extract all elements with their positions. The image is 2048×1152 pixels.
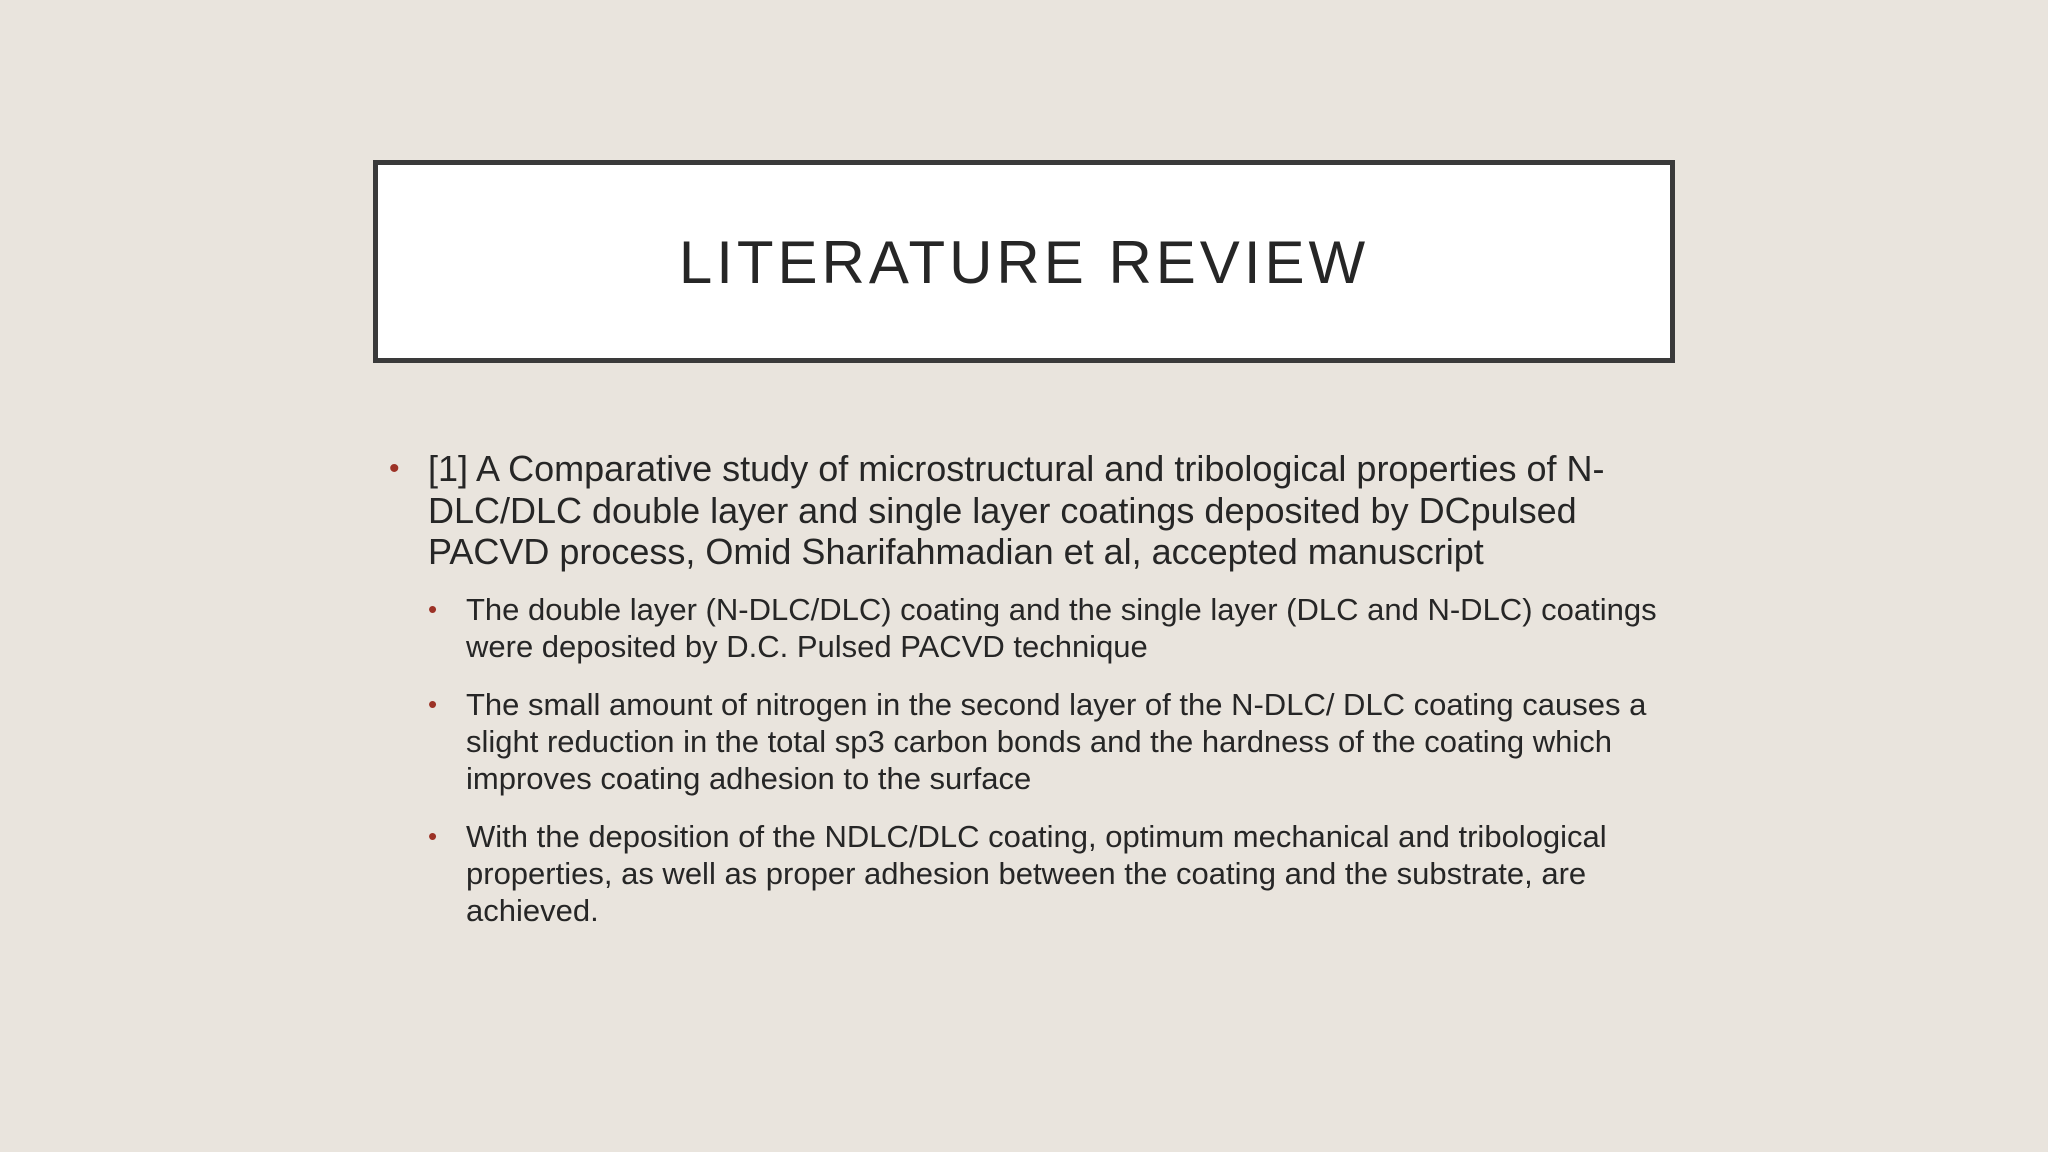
sub-bullet-text: With the deposition of the NDLC/DLC coating, optimum mechanical and tribological properties, as well as proper adhesion between the coating and the substrate, are achieved.	[466, 818, 1607, 928]
sub-bullet-list	[426, 591, 1676, 929]
sub-bullet-item	[426, 686, 1676, 797]
title-box	[373, 160, 1675, 363]
sub-bullet-text: The double layer (N-DLC/DLC) coating and the single layer (DLC and N-DLC) coatings were deposited by D.C. Pulsed PACVD technique	[466, 591, 1657, 664]
sub-bullet-item	[426, 591, 1676, 665]
content-area	[386, 448, 1676, 950]
bullet-dot-icon: •	[389, 452, 400, 485]
bullet-text: [1] A Comparative study of microstructural and tribological properties of N-DLC/DLC double layer and single layer coatings deposited by DCpulsed PACVD process, Omid Sharifahmadian et al, accepted manuscript	[428, 448, 1605, 572]
bullet-dot-icon: •	[428, 593, 438, 624]
sub-bullet-item	[426, 818, 1676, 929]
sub-bullet-text: The small amount of nitrogen in the second layer of the N-DLC/ DLC coating causes a slight reduction in the total sp3 carbon bonds and the hardness of the coating which improves coating adhesion to the surface	[466, 686, 1647, 796]
bullet-item	[386, 448, 1676, 573]
slide-title: LITERATURE REVIEW	[678, 229, 1370, 296]
bullet-dot-icon: •	[428, 688, 438, 719]
bullet-dot-icon: •	[428, 820, 438, 851]
